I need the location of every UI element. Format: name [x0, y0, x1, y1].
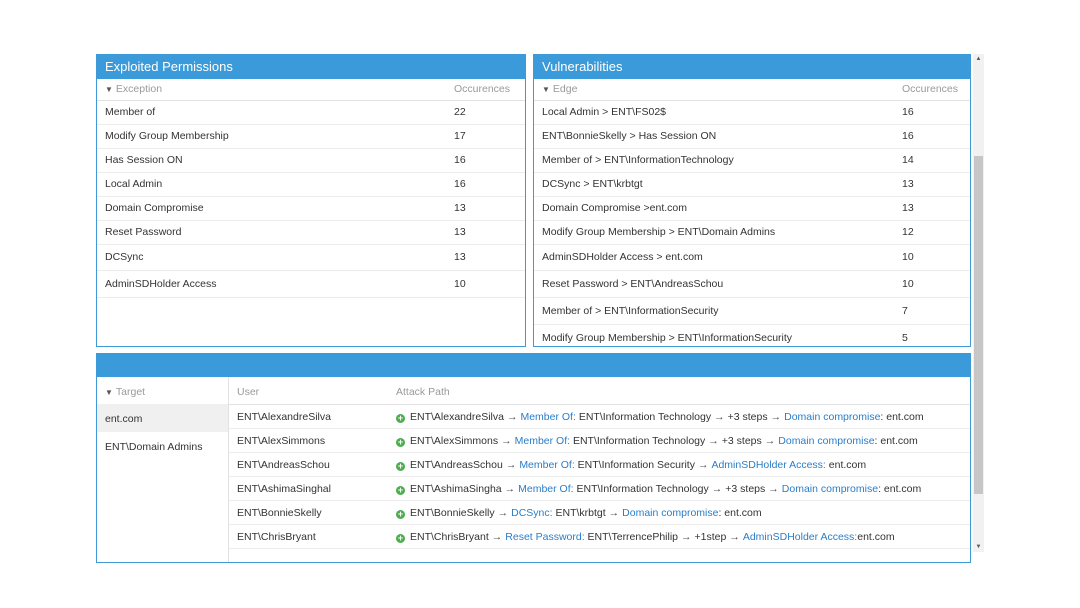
path-node: ENT\Information Security — [574, 459, 695, 471]
exception-filter[interactable] — [105, 79, 162, 100]
arrow-right-icon: → — [770, 411, 782, 423]
row-name: Member of > ENT\InformationTechnology — [542, 154, 734, 166]
row-name: AdminSDHolder Access > ent.com — [542, 251, 703, 263]
path-node: ENT\BonnieSkelly — [410, 507, 495, 519]
arrow-right-icon: → — [608, 507, 620, 519]
expand-icon[interactable]: + — [397, 485, 404, 495]
expand-icon[interactable]: + — [397, 461, 404, 471]
steps-count[interactable]: +1step — [694, 531, 727, 543]
table-row[interactable] — [229, 429, 970, 453]
table-row[interactable] — [534, 298, 970, 325]
table-row[interactable] — [97, 197, 525, 221]
row-count: 16 — [902, 130, 914, 142]
column-header-attack-path[interactable]: Attack Path — [396, 386, 450, 398]
filter-icon[interactable]: ▼ — [105, 85, 113, 94]
arrow-right-icon: → — [501, 435, 512, 447]
row-count: 16 — [454, 178, 466, 190]
table-header — [97, 79, 525, 101]
table-row[interactable] — [229, 405, 970, 429]
table-row[interactable] — [229, 477, 970, 501]
table-row[interactable] — [534, 271, 970, 298]
steps-count[interactable]: +3 steps — [725, 483, 766, 495]
arrow-right-icon: → — [729, 531, 740, 543]
edge-link[interactable]: Domain compromise — [778, 435, 875, 447]
row-count: 10 — [902, 278, 914, 290]
table-row[interactable] — [534, 197, 970, 221]
arrow-right-icon: → — [768, 483, 779, 495]
path-node: ent.com — [825, 459, 867, 471]
row-count: 16 — [902, 106, 914, 118]
row-count: 13 — [454, 226, 466, 238]
steps-count[interactable]: +3 steps — [721, 435, 762, 447]
column-header-target: Target — [115, 386, 146, 398]
row-name: Reset Password > ENT\AndreasSchou — [542, 278, 724, 290]
row-attack-path — [396, 405, 924, 429]
path-node: ENT\Information Technology — [575, 411, 712, 423]
row-count: 13 — [902, 178, 914, 190]
row-name: ENT\BonnieSkelly > Has Session ON — [542, 130, 717, 142]
arrow-right-icon: → — [504, 483, 516, 495]
row-name: Modify Group Membership — [105, 130, 229, 142]
arrow-right-icon: → — [497, 507, 509, 519]
attack-paths-panel — [96, 353, 971, 563]
row-user: ENT\BonnieSkelly — [237, 507, 322, 519]
panel-header-bar — [97, 354, 970, 377]
edge-link[interactable]: DCSync: — [511, 507, 553, 519]
path-node: ent.com — [857, 531, 895, 543]
row-user: ENT\AlexSimmons — [237, 435, 326, 447]
table-header — [229, 377, 970, 405]
table-row[interactable] — [97, 245, 525, 271]
edge-link[interactable]: Domain compromise — [784, 411, 881, 423]
column-header-occurences[interactable]: Occurences — [454, 83, 511, 95]
row-count: 16 — [454, 154, 466, 166]
scroll-up-icon[interactable]: ▲ — [975, 56, 982, 62]
row-user: ENT\ChrisBryant — [237, 531, 316, 543]
attack-path-table — [229, 377, 970, 562]
expand-icon[interactable]: + — [397, 509, 404, 519]
path-node: : ent.com — [880, 411, 924, 423]
table-row[interactable] — [534, 245, 970, 271]
path-node: ENT\AlexandreSilva — [410, 411, 504, 423]
path-node: ENT\AndreasSchou — [410, 459, 503, 471]
row-count: 7 — [902, 305, 908, 317]
row-name: Modify Group Membership > ENT\Domain Admins — [542, 226, 776, 238]
panel-title: Exploited Permissions — [97, 55, 525, 79]
row-attack-path — [396, 501, 762, 525]
arrow-right-icon: → — [505, 459, 517, 471]
column-header-occurences[interactable]: Occurences — [902, 83, 959, 95]
row-name: Reset Password — [105, 226, 182, 238]
panel-title: Vulnerabilities — [534, 55, 970, 79]
table-row[interactable] — [534, 125, 970, 149]
expand-icon[interactable]: + — [397, 437, 404, 447]
target-filter[interactable] — [97, 377, 228, 404]
row-count: 17 — [454, 130, 466, 142]
exploited-permissions-panel — [96, 54, 526, 347]
row-count: 22 — [454, 106, 466, 118]
table-row[interactable] — [534, 221, 970, 245]
path-node: ENT\Information Technology — [573, 483, 709, 495]
filter-icon[interactable]: ▼ — [542, 85, 550, 94]
edge-link[interactable]: AdminSDHolder Access: — [711, 459, 826, 471]
column-header-user[interactable]: User — [237, 386, 260, 398]
page-scrollbar[interactable] — [973, 54, 984, 552]
row-user: ENT\AshimaSinghal — [237, 483, 331, 495]
arrow-right-icon: → — [764, 435, 776, 447]
row-name: Domain Compromise — [105, 202, 204, 214]
table-row[interactable] — [229, 501, 970, 525]
row-count: 12 — [902, 226, 914, 238]
table-row[interactable] — [97, 221, 525, 245]
table-row[interactable] — [97, 149, 525, 173]
row-name: Local Admin — [105, 178, 163, 190]
path-node: : ent.com — [718, 507, 762, 519]
edge-link[interactable]: Member Of: — [518, 483, 574, 495]
path-node: ENT\Information Technology — [570, 435, 706, 447]
edge-link[interactable]: Domain compromise — [622, 507, 719, 519]
table-row[interactable] — [534, 149, 970, 173]
edge-link[interactable]: Domain compromise — [781, 483, 879, 495]
table-row[interactable] — [97, 271, 525, 298]
row-name: Member of > ENT\InformationSecurity — [542, 305, 719, 317]
path-node: ENT\ChrisBryant — [410, 531, 489, 543]
table-row[interactable] — [229, 453, 970, 477]
row-name: AdminSDHolder Access — [105, 278, 217, 290]
row-count: 13 — [902, 202, 914, 214]
column-header-exception: Exception — [115, 83, 163, 95]
row-name: DCSync — [105, 251, 144, 263]
table-row[interactable] — [534, 101, 970, 125]
edge-link[interactable]: Member Of: — [519, 459, 575, 471]
row-name: DCSync > ENT\krbtgt — [542, 178, 643, 190]
target-list — [97, 377, 229, 562]
target-item-domain-admins[interactable]: ENT\Domain Admins — [105, 441, 203, 453]
arrow-right-icon: → — [506, 411, 518, 423]
expand-icon[interactable]: + — [397, 413, 404, 423]
row-name: Modify Group Membership > ENT\InformationSecurity — [542, 332, 793, 344]
row-count: 13 — [454, 202, 466, 214]
table-header — [534, 79, 970, 101]
expand-icon[interactable]: + — [397, 533, 404, 543]
edge-link[interactable]: Reset Password: — [505, 531, 585, 543]
edge-filter[interactable] — [542, 79, 577, 100]
row-attack-path — [396, 453, 866, 477]
column-header-edge: Edge — [552, 83, 578, 95]
path-node: ENT\AshimaSingha — [410, 483, 502, 495]
scroll-down-icon[interactable]: ▼ — [975, 544, 982, 550]
row-attack-path — [396, 525, 895, 549]
arrow-right-icon: → — [697, 459, 709, 471]
steps-count[interactable]: +3 steps — [727, 411, 768, 423]
row-attack-path — [396, 477, 921, 501]
row-name: Member of — [105, 106, 156, 118]
row-count: 10 — [454, 278, 466, 290]
path-node: ENT\krbtgt — [552, 507, 606, 519]
arrow-right-icon: → — [681, 531, 692, 543]
row-name: Domain Compromise >ent.com — [542, 202, 688, 214]
filter-icon[interactable]: ▼ — [105, 388, 113, 397]
arrow-right-icon: → — [708, 435, 719, 447]
table-row[interactable] — [97, 101, 525, 125]
path-node: : ent.com — [874, 435, 918, 447]
row-user: ENT\AndreasSchou — [237, 459, 330, 471]
row-name: Has Session ON — [105, 154, 183, 166]
scrollbar-thumb[interactable] — [974, 156, 983, 494]
table-row[interactable] — [229, 525, 970, 549]
table-row[interactable] — [534, 325, 970, 347]
row-name: Local Admin > ENT\FS02$ — [542, 106, 667, 118]
arrow-right-icon: → — [711, 483, 723, 495]
path-node: ENT\AlexSimmons — [410, 435, 499, 447]
target-item-ent-com[interactable]: ent.com — [97, 404, 228, 432]
row-count: 5 — [902, 332, 908, 344]
table-row[interactable] — [534, 173, 970, 197]
row-count: 13 — [454, 251, 466, 263]
row-count: 14 — [902, 154, 914, 166]
path-node: ENT\TerrencePhilip — [584, 531, 679, 543]
vulnerabilities-panel — [533, 54, 971, 347]
arrow-right-icon: → — [714, 411, 725, 423]
row-count: 10 — [902, 251, 914, 263]
row-user: ENT\AlexandreSilva — [237, 411, 331, 423]
row-attack-path — [396, 429, 918, 453]
table-row[interactable] — [97, 173, 525, 197]
table-row[interactable] — [97, 125, 525, 149]
edge-link[interactable]: Member Of: — [514, 435, 571, 447]
arrow-right-icon: → — [491, 531, 503, 543]
edge-link[interactable]: Member Of: — [520, 411, 576, 423]
path-node: : ent.com — [878, 483, 922, 495]
edge-link[interactable]: AdminSDHolder Access: — [742, 531, 858, 543]
